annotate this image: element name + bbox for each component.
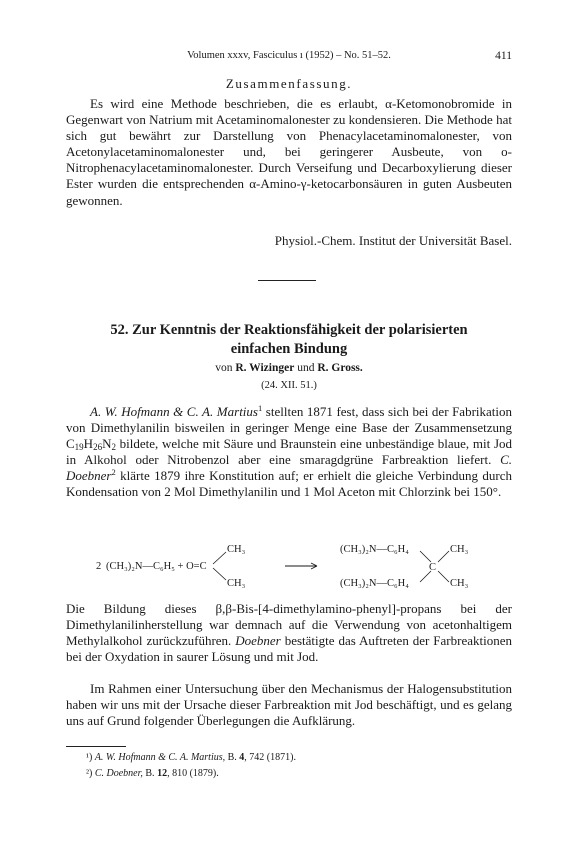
article-authors — [66, 362, 512, 374]
summary-paragraph: Es wird eine Methode beschrieben, die es erlaubt, α-Ketomonobromide in Gegenwart von Natrium mit Acetaminomalonester zu kondensieren. Die Methode hat sich gut bewährt zur Darstellung von Phenacylacetaminomalonester, von Acetonylacetaminomalonester und, bei geringerer Ausbeute, von o-Nitrophenacylacetaminomalonester. Durch Verseifung und Decarboxylierung dieser Ester wurden die entsprechenden α-Amino-γ-ketocarbonsäuren in guten Ausbeuten gewonnen. — [66, 96, 512, 208]
authors-und: und — [297, 362, 315, 374]
product-central-carbon: C — [429, 562, 437, 573]
cited-doebner: C. Doebner — [66, 452, 512, 484]
footnote-1: ¹) A. W. Hofmann & C. A. Martius, B. 4, 742 (1871). — [86, 752, 296, 763]
author-1: R. Wizinger — [235, 362, 295, 374]
reactant-formula: (CH₃)₂N—C₆H₅ + O=C — [106, 561, 207, 572]
reaction-scheme — [66, 540, 512, 590]
received-date: (24. XII. 51.) — [261, 380, 317, 391]
reactant-coefficient: 2 — [96, 561, 102, 572]
bond-upper — [213, 552, 226, 564]
footnote-ref-2: 2 — [111, 467, 116, 478]
section-divider — [258, 280, 316, 281]
paragraph-2: Die Bildung dieses β,β-Bis-[4-dimethylamino-phenyl]-propans bei der Dimethylanilinherstellung war demnach auf die Verwendung von acetonhaltigem Methylalkohol zurückzuführen. Doebner bestätigte das Auftreten der Farbreaktionen bei der Oxydation in saurer Lösung und mit Jod. — [66, 601, 512, 665]
article-title-line-1: 52. Zur Kenntnis der Reaktionsfähigkeit der polarisierten — [110, 322, 468, 338]
paragraph-3: Im Rahmen einer Untersuchung über den Mechanismus der Halogensubstitution haben wir uns mit der Ursache dieser Farbreaktion mit Jod beschäftigt, und es gelang uns auf Grund folgender Überlegungen die Aufklärung. — [66, 681, 512, 729]
footnote-ref-1: 1 — [257, 403, 263, 413]
methyl-lower: CH₃ — [227, 578, 246, 589]
paragraph-1: A. W. Hofmann & C. A. Martius$^1$ stellten 1871 fest, dass sich bei der Fabrikation von Dimethylanilin bisweilen in geringer Menge eine Base der Zusammensetzung $C_{19}H_{26}N_2$ bildete, welche mit Säure und Braunstein eine unbeständige blaue, mit Jod in Alkohol oder Nitrobenzol aber eine smaragdgrüne Farbreaktion liefert. C. Doebner$^2$ klärte 1879 ihre Konstitution auf; er erhielt die gleiche Verbindung durch Kondensation von 2 Mol Dimethylanilin und 1 Mol Aceton mit Chlorzink bei 150°. — [66, 403, 513, 500]
product-aryl-lower: (CH₃)₂N—C₆H₄ — [340, 578, 409, 589]
footnote-2: ²) C. Doebner, B. 12, 810 (1879). — [86, 768, 219, 779]
affiliation: Physiol.-Chem. Institut der Universität Basel. — [274, 233, 512, 248]
bond-lower — [213, 568, 226, 580]
cited-doebner-2: Doebner — [235, 633, 281, 649]
product-methyl-upper: CH₃ — [450, 544, 469, 555]
summary-heading: Zusammenfassung. — [225, 76, 353, 91]
cited-authors: A. W. Hofmann & C. A. Martius — [90, 404, 258, 419]
authors-von: von — [215, 362, 233, 374]
footnote-divider — [66, 746, 126, 747]
running-title: Volumen xxxv, Fasciculus ı (1952) – No. 51–52. — [187, 50, 391, 61]
product-aryl-upper: (CH₃)₂N—C₆H₄ — [340, 544, 409, 555]
page-number: 411 — [495, 50, 512, 62]
article-title — [66, 321, 512, 359]
product-methyl-lower: CH₃ — [450, 578, 469, 589]
author-2: R. Gross. — [317, 362, 363, 374]
running-header — [66, 50, 512, 66]
reaction-equation — [66, 540, 512, 590]
methyl-upper: CH₃ — [227, 544, 246, 555]
article-title-line-2: einfachen Bindung — [230, 341, 348, 357]
